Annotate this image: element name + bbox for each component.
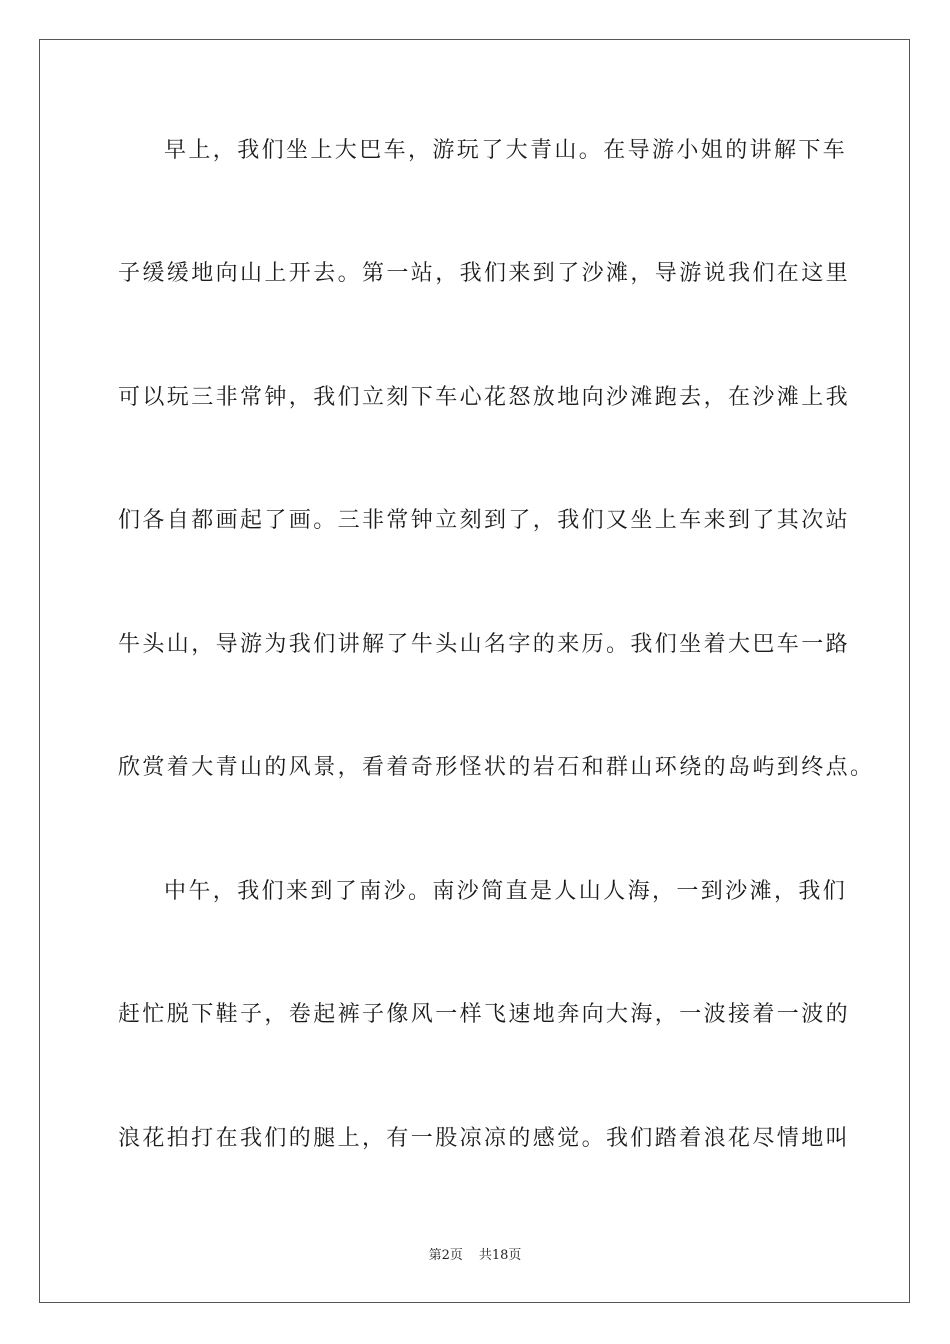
page-number: 第2页 bbox=[428, 1248, 463, 1263]
paragraph-line: 可以玩三非常钟，我们立刻下车心花怒放地向沙滩跑去，在沙滩上我 bbox=[118, 385, 851, 410]
paragraph-line: 子缓缓地向山上开去。第一站，我们来到了沙滩，导游说我们在这里 bbox=[118, 261, 851, 286]
page-total: 共18页 bbox=[478, 1248, 522, 1263]
paragraph-line: 浪花拍打在我们的腿上，有一股凉凉的感觉。我们踏着浪花尽情地叫 bbox=[118, 1126, 851, 1151]
paragraph-line: 赶忙脱下鞋子，卷起裤子像风一样飞速地奔向大海，一波接着一波的 bbox=[118, 1002, 851, 1027]
paragraph-line: 早上，我们坐上大巴车，游玩了大青山。在导游小姐的讲解下车 bbox=[164, 138, 848, 163]
paragraph-line: 们各自都画起了画。三非常钟立刻到了，我们又坐上车来到了其次站 bbox=[118, 508, 851, 533]
paragraph-line: 中午，我们来到了南沙。南沙简直是人山人海，一到沙滩，我们 bbox=[164, 879, 848, 904]
paragraph-line: 牛头山，导游为我们讲解了牛头山名字的来历。我们坐着大巴车一路 bbox=[118, 632, 851, 657]
page-border bbox=[39, 39, 910, 1303]
paragraph-line: 欣赏着大青山的风景，看着奇形怪状的岩石和群山环绕的岛屿到终点。 bbox=[118, 755, 875, 780]
page-footer bbox=[0, 1247, 950, 1265]
